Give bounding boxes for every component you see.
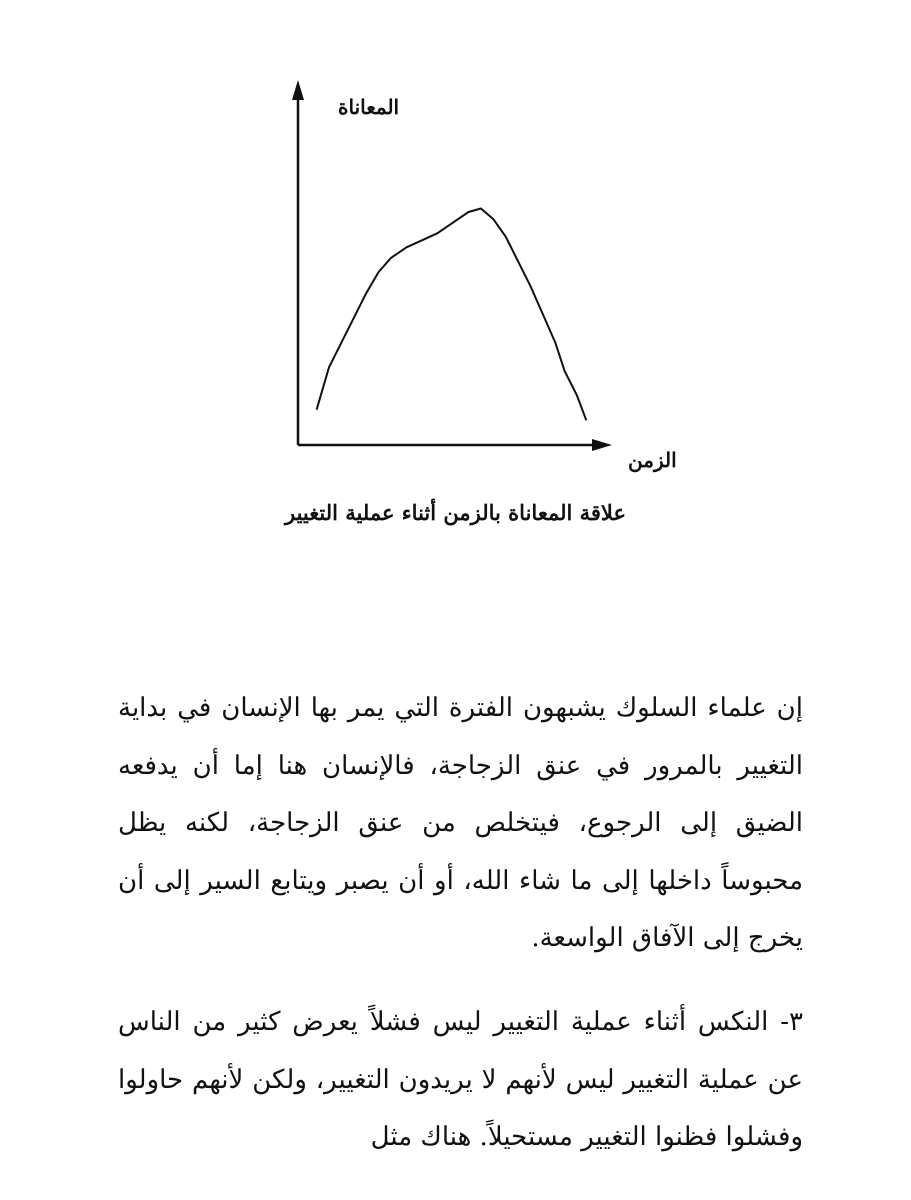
figure-caption: علاقة المعاناة بالزمن أثناء عملية التغيير [285,500,626,525]
x-axis-arrow-icon [592,439,612,451]
series-line-1 [317,209,587,421]
chart-canvas [270,70,710,490]
x-axis-label: الزمن [628,448,677,472]
series-group [317,209,587,421]
y-axis-arrow-icon [292,80,304,100]
y-axis-label: المعاناة [338,95,400,119]
body-paragraph-2: ٣- النكس أثناء عملية التغيير ليس فشلاً يعرض كثير من الناس عن عملية التغيير ليس لأنهم لا يريدون التغيير، ولكن لأنهم حاولوا وفشلوا فظنوا التغيير مستحيلاً. هناك مثل [118,1007,803,1152]
body-paragraph-1: إن علماء السلوك يشبهون الفترة التي يمر بها الإنسان في بداية التغيير بالمرور في عنق الزجاجة، فالإنسان هنا إما أن يدفعه الضيق إلى الرجوع، فيتخلص من عنق الزجاجة، لكنه يظل محبوساً داخلها إلى ما شاء الله، أو أن يصبر ويتابع السير إلى أن يخرج إلى الآفاق الواسعة. [118,693,803,953]
suffering-time-chart [270,70,710,490]
